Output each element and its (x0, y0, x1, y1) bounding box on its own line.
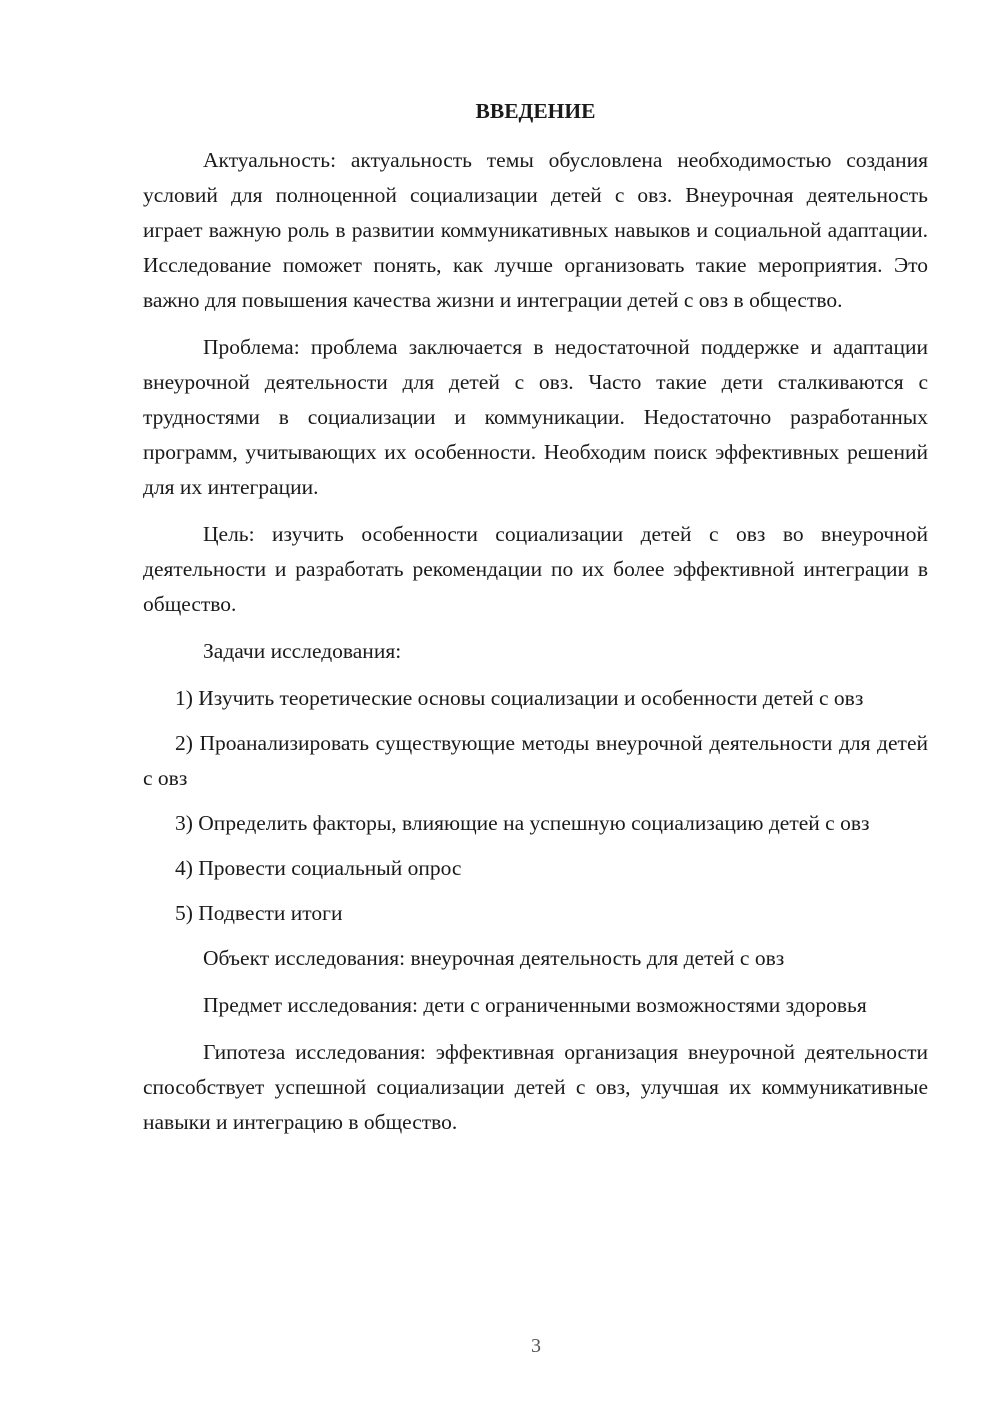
paragraph-goal: Цель: изучить особенности социализации детей с овз во внеурочной деятельности и разработать рекомендации по их более эффективной интеграции в общество. (143, 522, 928, 616)
page-content (143, 96, 928, 1152)
tasks-list (143, 681, 928, 931)
list-item: 2) Проанализировать существующие методы внеурочной деятельности для детей с овз (143, 731, 928, 790)
paragraph-problem: Проблема: проблема заключается в недостаточной поддержке и адаптации внеурочной деятельности для детей с овз. Часто такие дети сталкиваются с трудностями в социализации и коммуникации. Недостаточно разработанных программ, учитывающих их особенности. Необходим поиск эффективных решений для их интеграции. (143, 335, 928, 499)
list-item: 3) Определить факторы, влияющие на успешную социализацию детей с овз (175, 811, 870, 835)
paragraph-object: Объект исследования: внеурочная деятельность для детей с овз (203, 946, 785, 970)
section-title: ВВЕДЕНИЕ (475, 99, 596, 123)
tasks-heading: Задачи исследования: (203, 639, 402, 663)
paragraph-subject: Предмет исследования: дети с ограниченными возможностями здоровья (203, 993, 867, 1017)
list-item: 4) Провести социальный опрос (175, 856, 462, 880)
paragraph-hypothesis: Гипотеза исследования: эффективная организация внеурочной деятельности способствует успешной социализации детей с овз, улучшая их коммуникативные навыки и интеграцию в общество. (143, 1040, 928, 1134)
page-number: 3 (531, 1335, 541, 1357)
paragraph-relevance: Актуальность: актуальность темы обусловлена необходимостью создания условий для полноценной социализации детей с овз. Внеурочная деятельность играет важную роль в развитии коммуникативных навыков и социальной адаптации. Исследование поможет понять, как лучше организовать такие мероприятия. Это важно для повышения качества жизни и интеграции детей с овз в общество. (143, 148, 928, 312)
list-item: 5) Подвести итоги (175, 901, 343, 925)
list-item: 1) Изучить теоретические основы социализации и особенности детей с овз (175, 686, 864, 710)
